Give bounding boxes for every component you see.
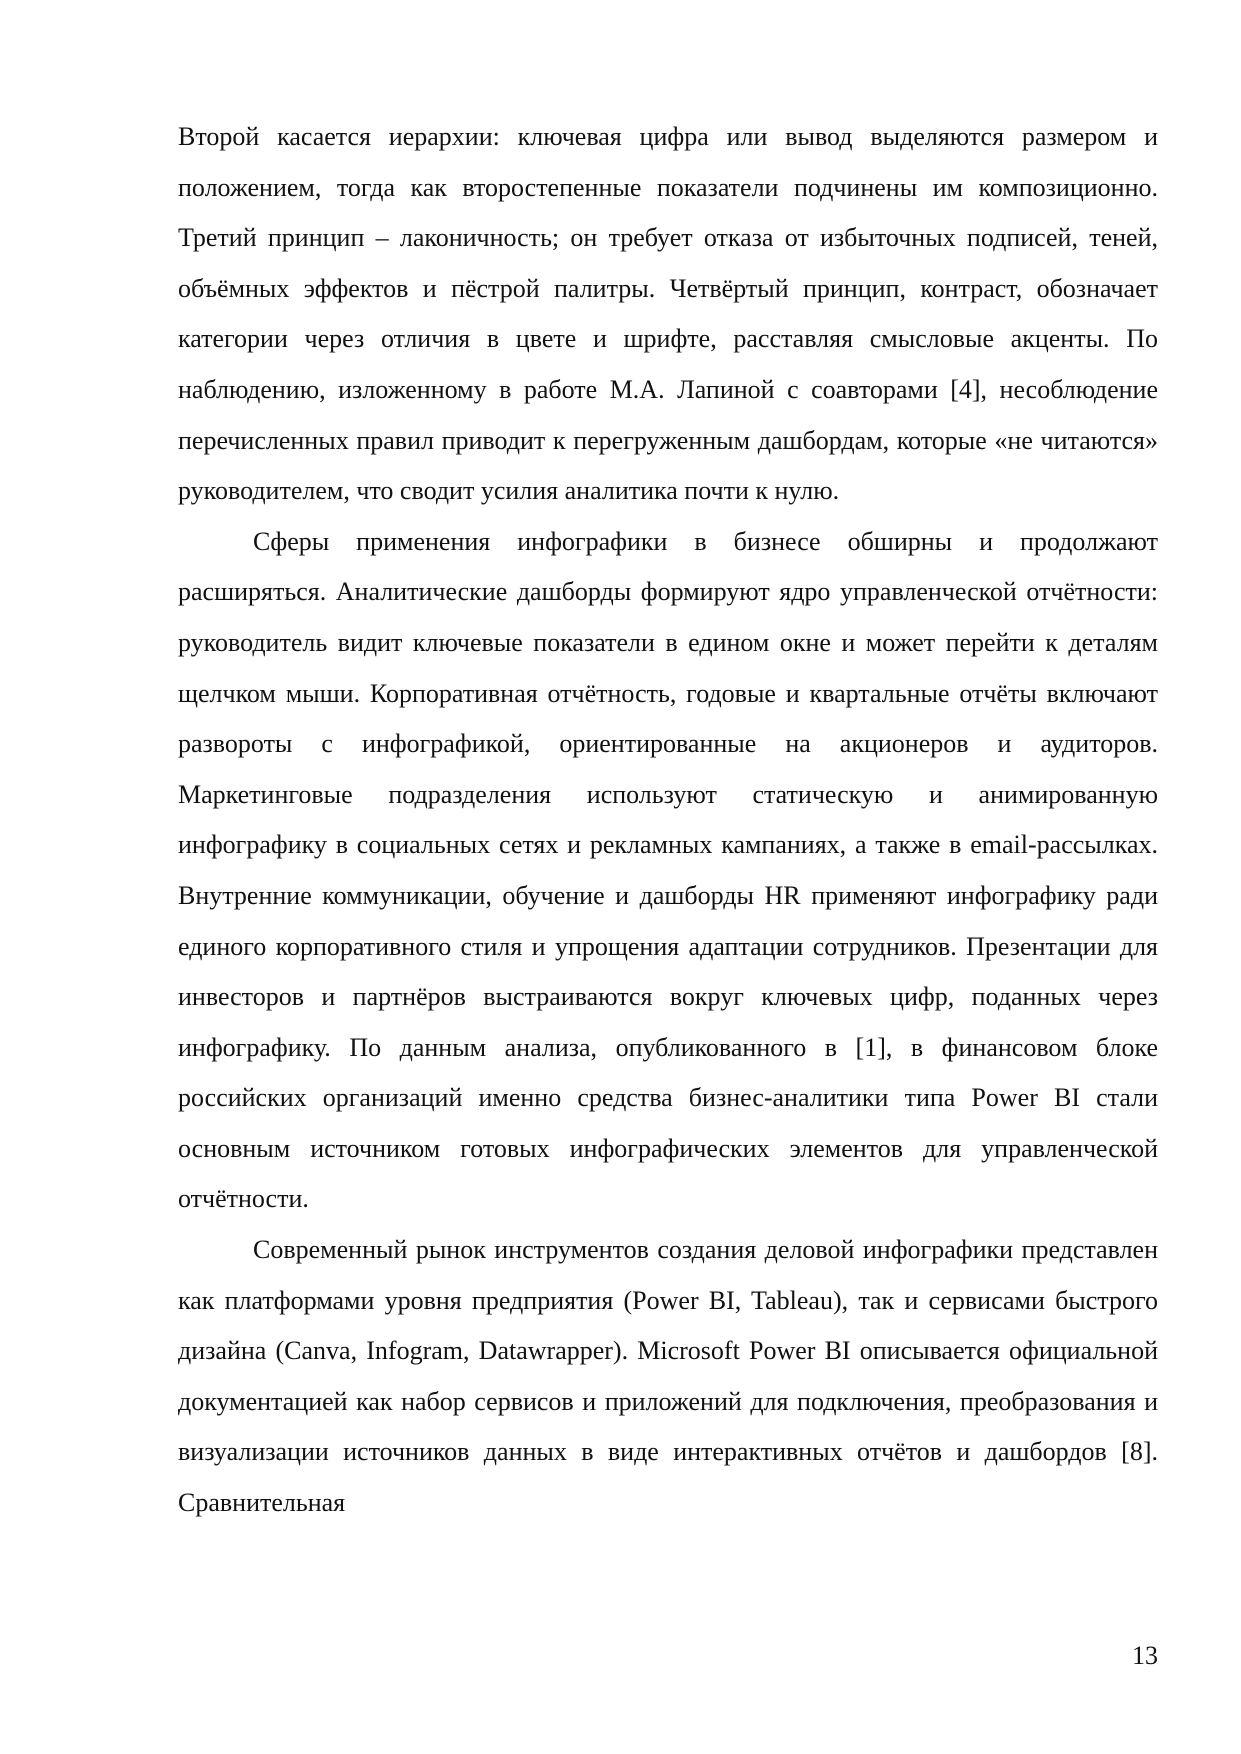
paragraph-business-applications: Сферы применения инфографики в бизнесе обширны и продолжают расширяться. Аналитические дашборды формируют ядро управленческой отчётности: руководитель видит ключевые показатели в едином окне и может перейти к деталям щелчком мыши. Корпоративная отчётность, годовые и квартальные отчёты включают развороты с инфографикой, ориентированные на акционеров и аудиторов. Маркетинговые подразделения используют статическую и анимированную инфографику в социальных сетях и рекламных кампаниях, а также в email-рассылках. Внутренние коммуникации, обучение и дашборды HR применяют инфографику ради единого корпоративного стиля и упрощения адаптации сотрудников. Презентации для инвесторов и партнёров выстраиваются вокруг ключевых цифр, поданных через инфографику. По данным анализа, опубликованного в [1], в финансовом блоке российских организаций именно средства бизнес-аналитики типа Power BI стали основным источником готовых инфографических элементов для управленческой отчётности. — [178, 526, 1158, 1214]
paragraph-tools-market: Современный рынок инструментов создания деловой инфографики представлен как платформами уровня предприятия (Power BI, Tableau), так и сервисами быстрого дизайна (Canva, Infogram, Datawrapper). Microsoft Power BI описывается официальной документацией как набор сервисов и приложений для подключения, преобразования и визуализации источников данных в виде интерактивных отчётов и дашбордов [8]. Сравнительная — [178, 1235, 1158, 1518]
document-page — [178, 112, 1158, 1529]
page-number: 13 — [1132, 1641, 1158, 1670]
paragraph-hierarchy-principles: Второй касается иерархии: ключевая цифра или вывод выделяются размером и положением, тогда как второстепенные показатели подчинены им композиционно. Третий принцип – лаконичность; он требует отказа от избыточных подписей, теней, объёмных эффектов и пёстрой палитры. Четвёртый принцип, контраст, обозначает категории через отличия в цвете и шрифте, расставляя смысловые акценты. По наблюдению, изложенному в работе М.А. Лапиной с соавторами [4], несоблюдение перечисленных правил приводит к перегруженным дашбордам, которые «не читаются» руководителем, что сводит усилия аналитика почти к нулю. — [178, 122, 1158, 506]
